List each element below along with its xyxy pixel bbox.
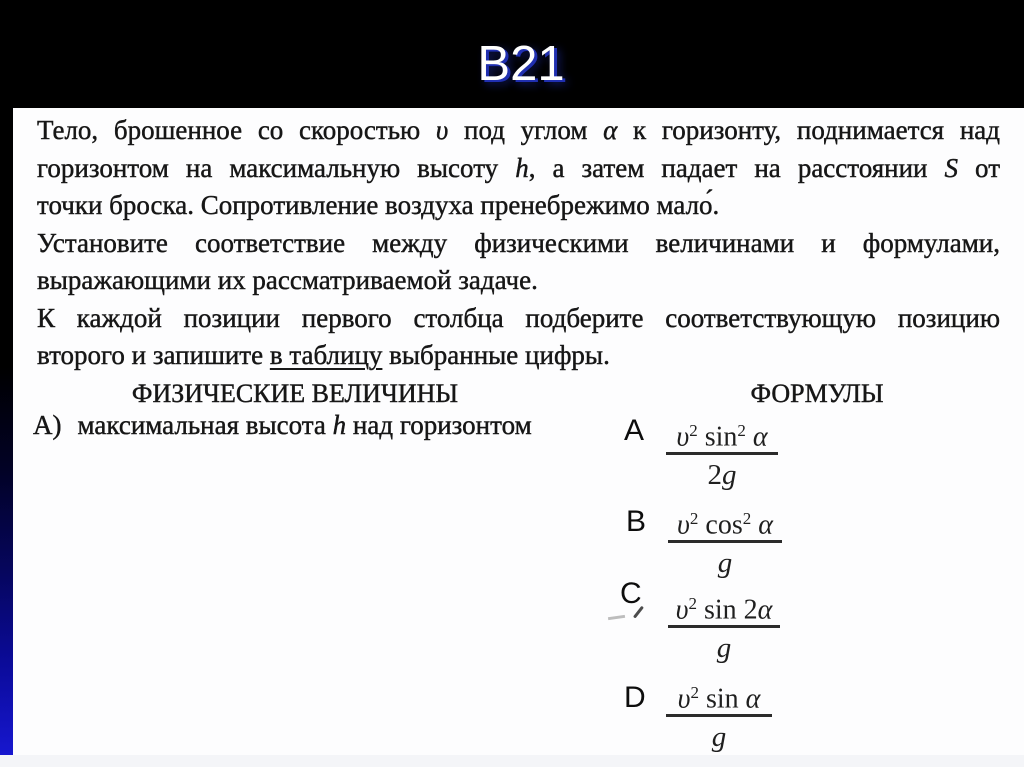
text-run: от	[958, 152, 1001, 183]
formula-fraction-d	[666, 670, 772, 757]
superscript: 2	[689, 509, 699, 528]
superscript: 2	[737, 421, 746, 440]
symbol-alpha: α	[738, 683, 761, 715]
superscript: 2	[742, 509, 752, 528]
problem-line: выражающими их рассматриваемой задаче.	[37, 265, 538, 295]
item-a-label: А)	[33, 410, 62, 440]
left-gradient-strip	[0, 108, 13, 755]
formula-numerator	[666, 670, 772, 714]
column-header-formulas: ФОРМУЛЫ	[750, 379, 884, 408]
symbol-alpha: α	[603, 115, 618, 145]
problem-line: точки броска. Сопротивление воздуха пренебрежимо мало́.	[37, 190, 720, 220]
underlined-phrase: в таблицу	[269, 340, 383, 370]
symbol-g: g	[722, 458, 737, 491]
symbol-upsilon: υ	[677, 683, 691, 715]
formula-fraction-c	[668, 581, 780, 668]
problem-statement	[37, 112, 1000, 375]
formula-label-d: D	[624, 681, 646, 714]
symbol-g: g	[711, 720, 727, 753]
formula-fraction-a	[666, 408, 778, 495]
symbol-h: h	[515, 152, 529, 183]
symbol-alpha: α	[751, 509, 773, 541]
text-run: к горизонту, поднимается над	[617, 115, 1000, 145]
formula-denominator	[668, 628, 780, 668]
text-run: , а затем падает на расстоянии	[528, 152, 945, 183]
formula-label-b: B	[626, 505, 647, 538]
formula-numerator	[668, 496, 782, 540]
symbol-upsilon: υ	[435, 115, 449, 145]
symbol-upsilon: υ	[677, 509, 690, 541]
formula-denominator	[666, 717, 772, 757]
formula-numerator	[666, 408, 778, 452]
superscript: 2	[689, 421, 698, 440]
function-name: sin	[698, 683, 739, 715]
column-header-quantities: ФИЗИЧЕСКИЕ ВЕЛИЧИНЫ	[131, 379, 459, 408]
slide-title: B21	[477, 37, 565, 91]
problem-line: К каждой позиции первого столбца подберите соответствующую позицию	[37, 302, 1000, 333]
coefficient: 2	[736, 594, 758, 626]
symbol-S: S	[944, 152, 959, 183]
scanned-problem-page	[13, 108, 1024, 755]
symbol-upsilon: υ	[675, 594, 689, 626]
text-run: максимальная высота	[77, 410, 333, 440]
formula-denominator	[668, 543, 782, 583]
problem-line	[37, 150, 1000, 188]
symbol-upsilon: υ	[676, 421, 690, 453]
problem-line	[37, 337, 1000, 375]
bottom-strip	[0, 755, 1024, 767]
superscript: 2	[690, 683, 699, 702]
formula-label-c: C	[620, 577, 642, 610]
symbol-alpha: α	[745, 421, 768, 453]
function-name: sin	[697, 421, 738, 453]
function-name: sin	[696, 594, 737, 626]
formula-fraction-b	[668, 496, 782, 583]
formula-denominator	[666, 455, 778, 495]
symbol-h: h	[332, 410, 347, 440]
text-run: под углом	[448, 115, 604, 145]
title-band	[0, 0, 1024, 108]
formula-numerator	[668, 581, 780, 625]
text-run: Тело, брошенное со скоростью	[37, 115, 436, 145]
symbol-alpha: α	[757, 594, 773, 626]
text-run: второго и запишите	[37, 340, 270, 370]
problem-line	[37, 112, 1000, 150]
text-run: выбранные цифры.	[382, 340, 610, 370]
symbol-g: g	[716, 631, 732, 664]
superscript: 2	[688, 594, 697, 613]
quantity-item-a	[33, 410, 532, 440]
coefficient: 2	[707, 458, 722, 491]
function-name: cos	[698, 509, 743, 541]
symbol-g: g	[717, 546, 733, 579]
formula-label-a: A	[624, 414, 645, 447]
problem-line: Установите соответствие между физическими величинами и формулами,	[37, 227, 1000, 258]
text-run: горизонтом на максимальную высоту	[37, 152, 516, 183]
scan-artifact-dash	[608, 615, 625, 620]
text-run: над горизонтом	[346, 410, 532, 440]
